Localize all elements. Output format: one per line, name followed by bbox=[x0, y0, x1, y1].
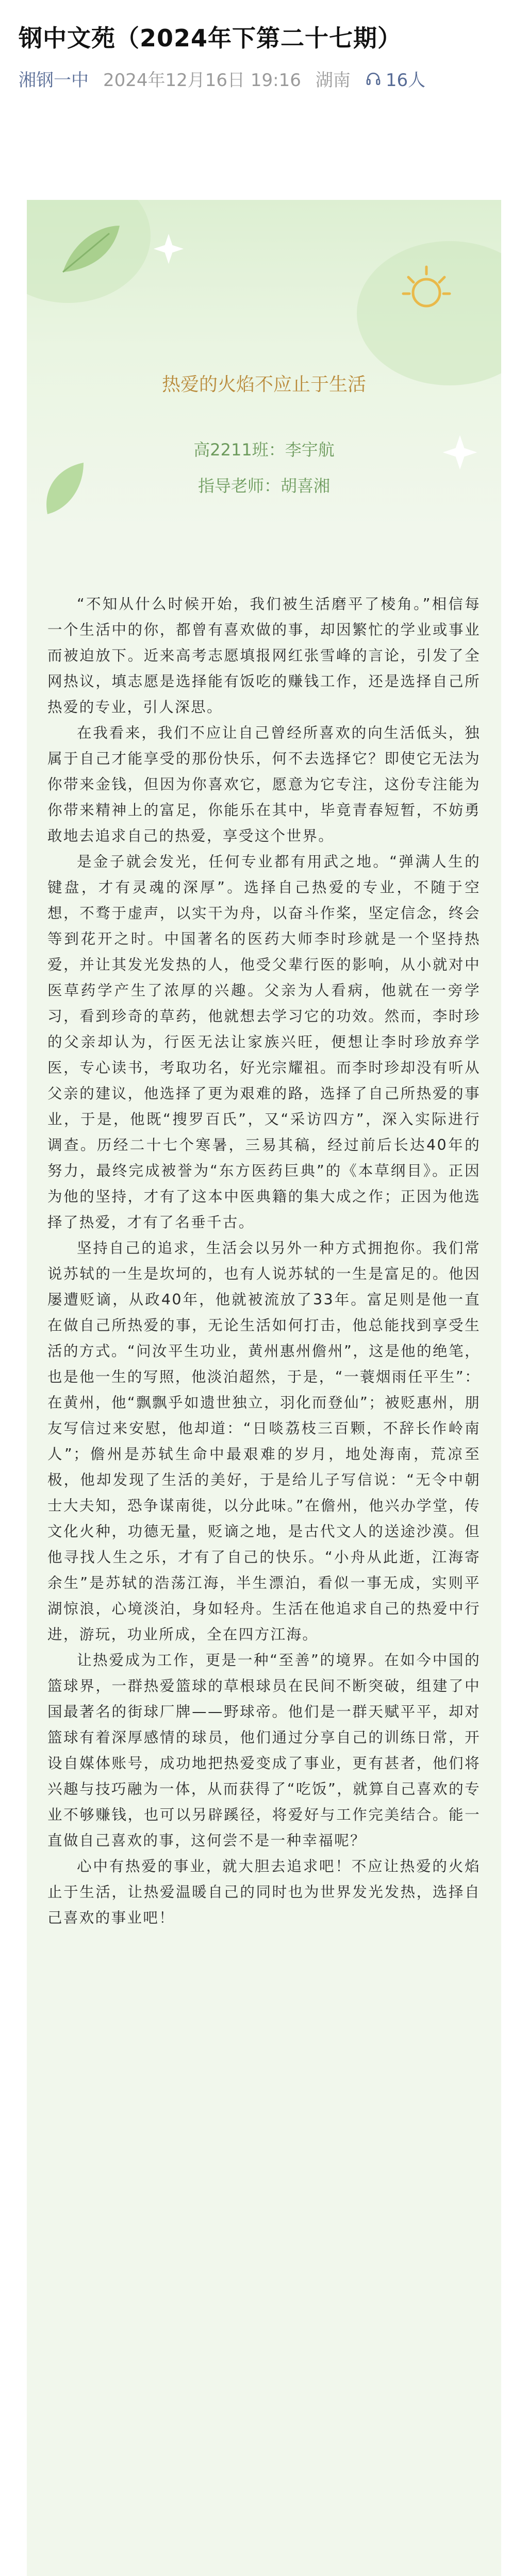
leaf-icon bbox=[58, 221, 125, 277]
star-icon bbox=[151, 231, 187, 267]
paragraph: 心中有热爱的事业，就大胆去追求吧！不应让热爱的火焰止于生活，让热爱温暖自己的同时也为世界发光发热，选择自己喜欢的事业吧！ bbox=[47, 1858, 481, 1926]
headphones-icon bbox=[365, 71, 382, 87]
article-header bbox=[0, 0, 528, 165]
article-card bbox=[27, 200, 501, 2576]
sun-icon bbox=[398, 262, 455, 318]
publish-location: 湖南 bbox=[315, 70, 351, 91]
title-banner bbox=[27, 200, 501, 530]
listen-count: 16人 bbox=[385, 70, 426, 91]
paragraph: 让热爱成为工作，更是一种“至善”的境界。在如今中国的篮球界，一群热爱篮球的草根球员在民间不断突破，组建了中国最著名的街球厂牌——野球帝。他们是一群天赋平平，却对篮球有着深厚感情的球员，他们通过分享自己的训练日常，开设自媒体账号，成功地把热爱变成了事业，更有甚者，他们将兴趣与技巧融为一体，从而获得了“吃饭”，就算自己喜欢的专业不够赚钱，也可以另辟蹊径，将爱好与工作完美结合。能一直做自己喜欢的事，这何尝不是一种幸福呢？ bbox=[47, 1652, 481, 1849]
article-title: 钢中文苑（2024年下第二十七期） bbox=[19, 24, 402, 52]
account-name-link[interactable]: 湘钢一中 bbox=[19, 70, 89, 91]
listen-button[interactable] bbox=[365, 66, 440, 91]
article-subtitle: 热爱的火焰不应止于生活 bbox=[161, 374, 366, 395]
paragraph: 坚持自己的追求，生活会以另外一种方式拥抱你。我们常说苏轼的一生是坎坷的，也有人说苏轼的一生是富足的。他因屡遭贬谪，从政40年，他就被流放了33年。富足则是他一直在做自己所热爱的事，无论生活如何打击，他总能找到享受生活的方式。“问汝平生功业，黄州惠州儋州”，这是他的绝笔，也是他一生的写照，他淡泊超然，于是，“一蓑烟雨任平生”：在黄州，他“飘飘乎如遗世独立，羽化而登仙”；被贬惠州，朋友写信过来安慰，他却道：“日啖荔枝三百颗，不辞长作岭南人”；儋州是苏轼生命中最艰难的岁月，地处海南，荒凉至极，他却发现了生活的美好，于是给儿子写信说：“无令中朝士大夫知，恐争谋南徙，以分此味。”在儋州，他兴办学堂，传文化火种，功德无量，贬谪之地，是古代文人的送途沙漠。但他寻找人生之乐，才有了自己的快乐。“小舟从此逝，江海寄余生”是苏轼的浩荡江海，半生漂泊，看似一事无成，实则平湖惊浪，心境淡泊，身如轻舟。生活在他追求自己的热爱中行进，游玩，功业所成，全在四方江海。 bbox=[47, 1240, 481, 1643]
article-meta bbox=[19, 66, 440, 91]
teacher-name: 指导老师：胡喜湘 bbox=[197, 476, 330, 496]
article-body bbox=[47, 591, 481, 1931]
paragraph: “不知从什么时候开始，我们被生活磨平了棱角。”相信每一个生活中的你，都曾有喜欢做的事，却因繁忙的学业或事业而被迫放下。近来高考志愿填报网红张雪峰的言论，引发了全网热议，填志愿是选择能有饭吃的赚钱工作，还是选择自己所热爱的专业，引人深思。 bbox=[47, 596, 481, 716]
paragraph: 在我看来，我们不应让自己曾经所喜欢的向生活低头，独属于自己才能享受的那份快乐，何不去选择它？即使它无法为你带来金钱，但因为你喜欢它，愿意为它专注，这份专注能为你带来精神上的富足，你能乐在其中，毕竟青春短暂，不妨勇敢地去追求自己的热爱，享受这个世界。 bbox=[47, 724, 481, 844]
author-class: 高2211班：李宇航 bbox=[193, 440, 335, 460]
publish-date: 2024年12月16日 19:16 bbox=[103, 70, 301, 91]
paragraph: 是金子就会发光，任何专业都有用武之地。“弹满人生的键盘，才有灵魂的深厚”。选择自己热爱的专业，不随于空想，不骛于虚声，以实干为舟，以奋斗作桨，坚定信念，终会等到花开之时。中国著名的医药大师李时珍就是一个坚持热爱，并让其发光发热的人，他受父辈行医的影响，从小就对中医草药学产生了浓厚的兴趣。父亲为人看病，他就在一旁学习，看到珍奇的草药，他就想去学习它的功效。然而，李时珍的父亲却认为，行医无法让家族兴旺，便想让李时珍放弃学医，专心读书，考取功名，好光宗耀祖。而李时珍却没有听从父亲的建议，他选择了更为艰难的路，选择了自己所热爱的事业，于是，他既“搜罗百氏”，又“采访四方”，深入实际进行调查。历经二十七个寒暑，三易其稿，经过前后长达40年的努力，最终完成被誉为“东方医药巨典”的《本草纲目》。正因为他的坚持，才有了这本中医典籍的集大成之作；正因为他选择了热爱，才有了名垂千古。 bbox=[47, 853, 481, 1231]
